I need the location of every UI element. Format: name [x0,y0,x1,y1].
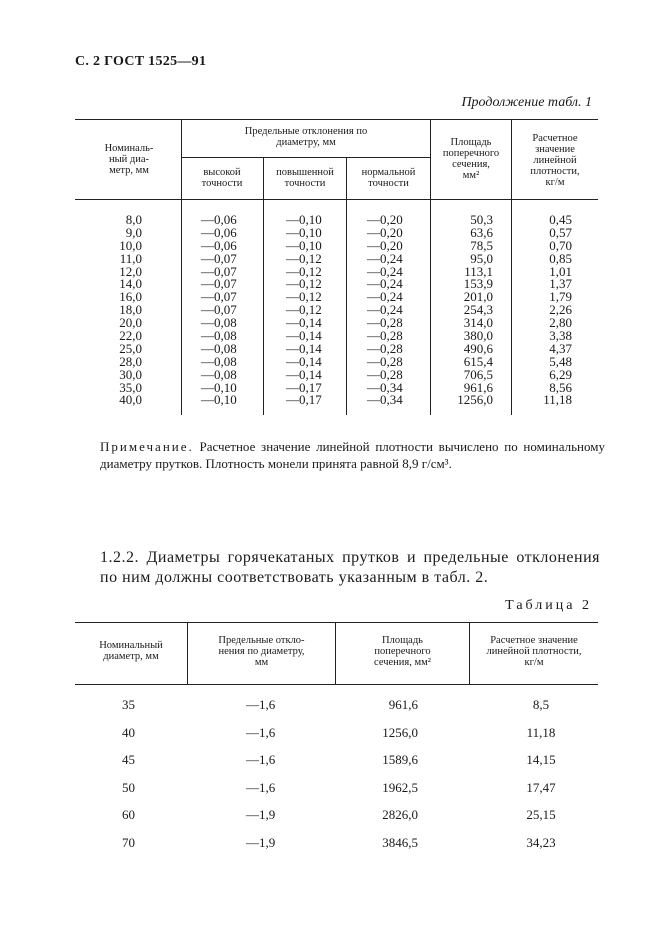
table-row [0,807,661,825]
t1-col-normal [367,214,403,407]
t1-cell-area: 95,0 [470,250,493,266]
t1-cell-d: 16,0 [119,289,142,305]
t1-header-density [512,133,598,188]
t1-cell-d: 18,0 [119,302,142,318]
t1-cell-norm: —0,28 [367,328,403,344]
t1-cell-high: —0,08 [201,366,237,382]
page-header: С. 2 ГОСТ 1525—91 [75,54,207,69]
t1-cell-area: 254,3 [463,302,493,318]
t1-cell-dens: 1,37 [549,276,572,292]
header-line: высокой [203,167,241,178]
t2-cell-d: 70 [122,834,135,850]
t1-cell-dens: 0,70 [549,237,572,253]
table-row [0,725,661,743]
table1-note [100,438,605,472]
section-paragraph: 1.2.2. Диаметры горячекатаных прутков и предельные отклонения по ним должны соответствовать указанным в табл. 2. [100,549,600,586]
t2-cell-dev: —1,9 [246,807,276,822]
table1-subheader-rule [181,157,430,158]
t1-col-diameter [100,214,142,407]
t1-header-deviations [183,126,429,148]
note-text: Расчетное значение линейной плотности вычислено по номинальному диаметру прутков. Плотность монели принята равной 8,9 г/см³. [100,439,605,471]
t1-cell-inc: —0,10 [286,212,322,227]
t2-cell-area: 2826,0 [382,807,418,822]
header-line: Расчетное значение [490,635,578,646]
t1-header-area [431,137,511,181]
t2-header-density [470,635,598,668]
t2-cell-d: 35 [122,697,135,712]
t1-cell-d: 20,0 [119,315,142,331]
t1-cell-area: 615,4 [463,353,493,369]
t1-cell-inc: —0,14 [286,366,322,382]
table1-col-divider [263,157,264,415]
t1-cell-d: 11,0 [119,250,142,266]
t1-cell-d: 8,0 [125,212,142,227]
t2-cell-dev: —1,9 [246,834,276,850]
t1-cell-high: —0,08 [201,353,237,369]
header-line: плотности, [530,166,580,177]
t1-header-normal [347,167,430,189]
t2-cell-dev: —1,6 [246,752,276,767]
header-line: метр, мм [109,165,149,176]
t1-cell-norm: —0,28 [367,340,403,356]
header-line: сечения, [452,159,490,170]
t2-cell-d: 60 [122,807,135,822]
t1-cell-high: —0,06 [201,212,237,227]
t1-cell-norm: —0,20 [367,237,403,253]
t1-cell-dens: 4,37 [549,340,572,356]
t1-cell-inc: —0,10 [286,224,322,240]
note-label: Примечание. [100,439,194,454]
t2-cell-d: 45 [122,752,135,767]
t1-cell-dens: 0,85 [549,250,572,266]
t1-cell-area: 63,6 [470,224,493,240]
t1-cell-area: 113,1 [464,263,493,279]
table1-col-divider [346,157,347,415]
t1-col-high [201,214,237,407]
t1-cell-inc: —0,10 [286,237,322,253]
t1-cell-dens: 1,01 [549,263,572,279]
header-line: повышенной [276,167,334,178]
table-row [0,780,661,798]
table-row [0,697,661,715]
t2-cell-area: 3846,5 [382,834,418,850]
t1-cell-high: —0,07 [201,276,237,292]
t1-cell-area: 490,6 [463,340,493,356]
table2-caption: Таблица 2 [505,598,592,613]
t1-cell-inc: —0,17 [286,379,322,395]
t1-cell-high: —0,07 [201,302,237,318]
header-line: нения по диаметру, [218,646,305,657]
t1-cell-d: 35,0 [119,379,142,395]
t1-cell-inc: —0,14 [286,353,322,369]
header-line: ный диа- [108,154,150,165]
t1-cell-norm: —0,24 [367,250,403,266]
header-line: кг/м [524,657,544,668]
t1-cell-dens: 5,48 [549,353,572,369]
t1-cell-d: 40,0 [119,392,142,408]
t1-cell-d: 25,0 [119,340,142,356]
header-line: точности [368,178,409,189]
t1-cell-area: 78,5 [470,237,493,253]
header-line: Площадь [382,635,423,646]
t2-header-diameter [75,640,187,662]
t1-cell-d: 9,0 [125,224,142,240]
t1-cell-dens: 11,18 [543,392,572,408]
t2-cell-d: 50 [122,779,135,795]
t1-cell-dens: 2,80 [549,315,572,331]
t1-cell-dens: 6,29 [549,366,572,382]
t1-cell-norm: —0,24 [367,263,403,279]
t1-cell-area: 314,0 [463,315,493,331]
header-line: точности [201,178,243,189]
t1-cell-norm: —0,28 [367,366,403,382]
t2-cell-dens: 8,5 [532,697,550,712]
header-line: поперечного [442,148,500,159]
header-line: диаметр, мм [103,651,159,662]
t1-header-increased [264,167,346,189]
t2-cell-area: 961,6 [388,697,418,712]
t2-cell-area: 1962,5 [382,779,418,795]
table1-top-rule [75,119,598,120]
t2-cell-dens: 17,47 [526,779,556,795]
t1-col-increased [286,214,322,407]
t1-cell-inc: —0,14 [286,328,322,344]
t1-cell-norm: —0,24 [367,302,403,318]
t1-cell-dens: 2,26 [549,302,572,318]
t1-cell-high: —0,06 [201,224,237,240]
t1-cell-norm: —0,24 [367,289,403,305]
header-line: поперечного [374,646,431,657]
t2-header-deviation [188,635,335,668]
t1-cell-area: 201,0 [463,289,493,305]
t1-cell-high: —0,10 [201,392,237,408]
t1-cell-norm: —0,28 [367,315,403,331]
header-line: сечения, мм² [374,657,431,668]
header-line: Номинальный [99,640,163,651]
t2-cell-dens: 34,23 [526,834,556,850]
t1-cell-norm: —0,34 [367,379,403,395]
t1-cell-inc: —0,14 [286,340,322,356]
table1-header-rule [75,199,598,200]
header-line: значение [535,144,575,155]
t1-cell-norm: —0,24 [367,276,403,292]
header-line: мм² [462,170,480,181]
t2-cell-dens: 14,15 [526,752,556,767]
table2-header-rule [75,684,598,685]
t2-cell-dev: —1,6 [246,697,276,712]
t1-cell-inc: —0,12 [286,263,322,279]
t2-header-area [336,635,469,668]
t1-cell-area: 961,6 [463,379,493,395]
t1-cell-d: 28,0 [119,353,142,369]
t1-col-density [530,214,572,407]
header-line: Площадь [450,137,492,148]
t2-cell-dev: —1,6 [246,724,276,740]
table-continuation-label: Продолжение табл. 1 [461,95,592,110]
t1-cell-dens: 3,38 [549,328,572,344]
t2-cell-area: 1256,0 [382,724,418,740]
t1-cell-inc: —0,12 [286,250,322,266]
t1-cell-dens: 0,57 [549,224,572,240]
t1-cell-high: —0,07 [201,263,237,279]
t1-cell-d: 22,0 [119,328,142,344]
t1-cell-high: —0,07 [201,250,237,266]
header-line: диаметру, мм [276,137,336,148]
t1-cell-high: —0,08 [201,328,237,344]
header-line: мм [254,657,269,668]
t1-cell-high: —0,08 [201,315,237,331]
header-line: линейной плотности, [486,646,582,657]
t1-cell-high: —0,06 [201,237,237,253]
t1-cell-dens: 0,45 [549,212,572,227]
t1-header-high [182,167,262,189]
header-line: кг/м [545,177,565,188]
t1-col-area [443,214,493,407]
t1-cell-area: 50,3 [470,212,493,227]
t1-cell-norm: —0,28 [367,353,403,369]
t2-cell-dens: 25,15 [526,807,556,822]
t1-cell-high: —0,10 [201,379,237,395]
table2-top-rule [75,622,598,623]
t1-cell-norm: —0,20 [367,224,403,240]
t1-cell-area: 1256,0 [457,392,493,408]
t1-cell-norm: —0,20 [367,212,403,227]
t1-cell-norm: —0,34 [367,392,403,408]
t1-cell-inc: —0,12 [286,276,322,292]
t1-cell-area: 706,5 [463,366,493,382]
t1-cell-dens: 8,56 [549,379,572,395]
t1-cell-area: 380,0 [463,328,493,344]
table-row [0,752,661,770]
header-line: Предельные отклонения по [244,126,368,137]
t1-cell-d: 30,0 [119,366,142,382]
t1-header-diameter [83,143,175,176]
header-line: нормальной [361,167,416,178]
t1-cell-inc: —0,12 [286,302,322,318]
t2-cell-area: 1589,6 [382,752,418,767]
header-line: Расчетное [532,133,578,144]
t1-cell-inc: —0,17 [286,392,322,408]
t2-cell-dens: 11,18 [526,724,556,740]
header-line: Номиналь- [104,143,154,154]
t1-cell-d: 14,0 [119,276,142,292]
t2-cell-dev: —1,6 [246,779,276,795]
table-row [0,835,661,853]
t1-cell-dens: 1,79 [549,289,572,305]
t1-cell-d: 10,0 [119,237,142,253]
header-line: линейной [533,155,577,166]
t1-cell-inc: —0,12 [286,289,322,305]
t1-cell-inc: —0,14 [286,315,322,331]
t1-cell-area: 153,9 [463,276,493,292]
t1-cell-high: —0,07 [201,289,237,305]
t2-cell-d: 40 [122,724,135,740]
header-line: Предельные откло- [218,635,305,646]
table1-col-divider [181,119,182,415]
t1-cell-d: 12,0 [119,263,142,279]
t1-cell-high: —0,08 [201,340,237,356]
header-line: точности [284,178,326,189]
